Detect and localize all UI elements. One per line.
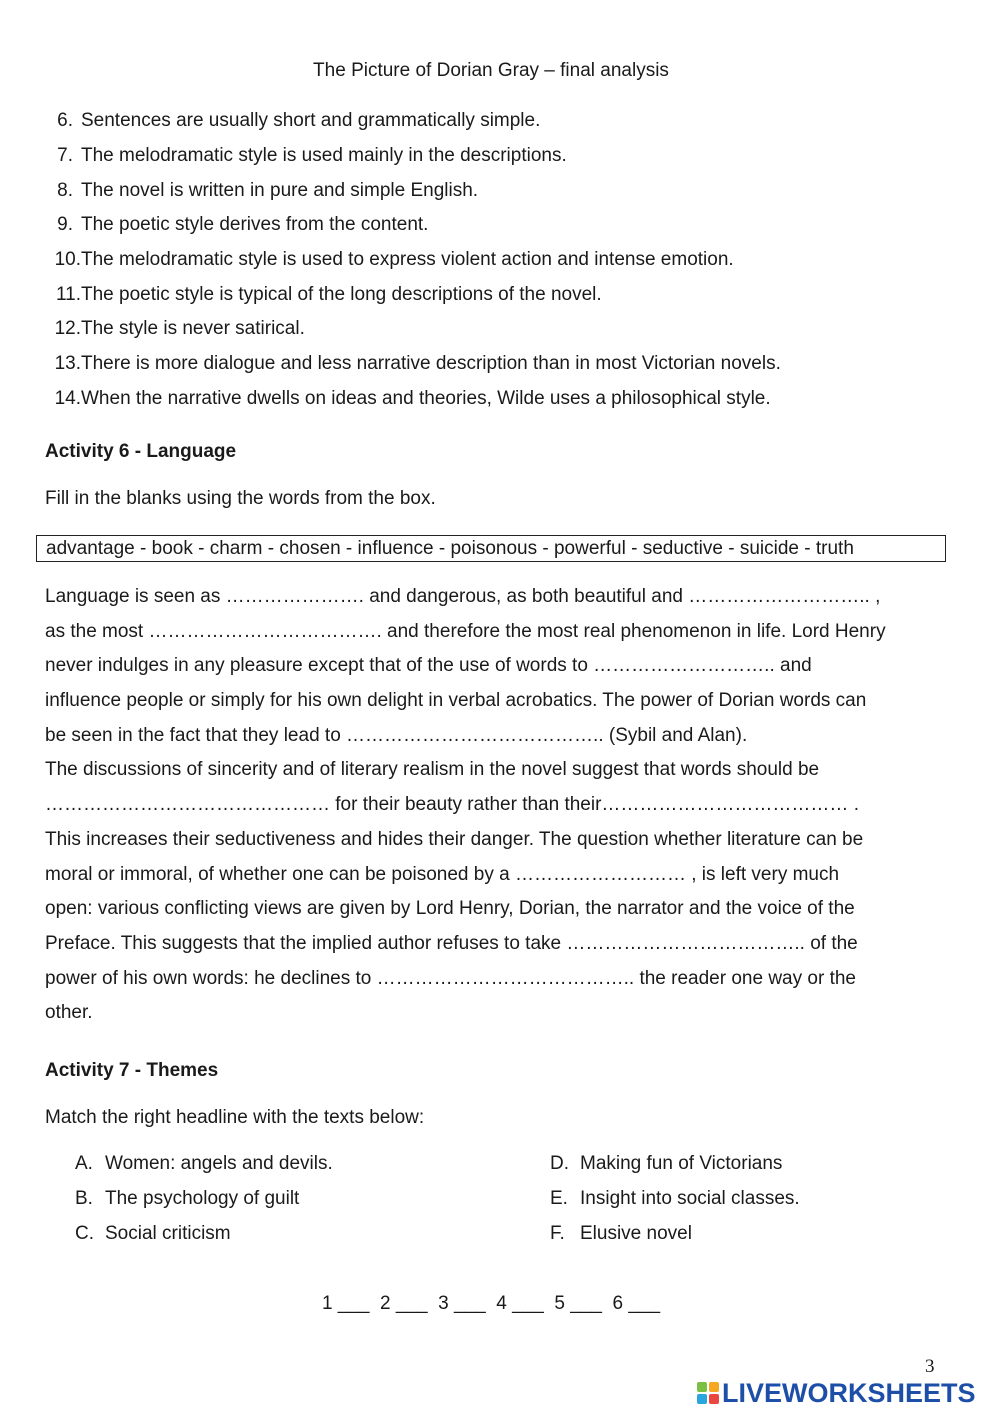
fill-in-paragraph — [45, 580, 965, 1031]
paragraph-line: moral or immoral, of whether one can be poisoned by a ……………………… , is left very much — [45, 863, 840, 885]
paragraph-line: Preface. This suggests that the implied author refuses to take ……………………………….. of the — [45, 932, 858, 954]
logo-icon — [697, 1382, 719, 1404]
item-number: 12. — [54, 318, 81, 340]
activity7-instruction: Match the right headline with the texts below: — [45, 1107, 425, 1128]
list-item — [45, 312, 975, 347]
item-text: The style is never satirical. — [81, 318, 305, 340]
item-text: Sentences are usually short and grammatically simple. — [81, 110, 541, 132]
paragraph-line: never indulges in any pleasure except that of the use of words to ……………………….. and — [45, 655, 812, 677]
item-number: 7. — [57, 145, 73, 167]
option-d: D. Making fun of Victorians — [550, 1153, 783, 1174]
item-text: The novel is written in pure and simple English. — [81, 179, 479, 201]
item-text: The melodramatic style is used to express violent action and intense emotion. — [81, 249, 734, 271]
liveworksheets-logo — [697, 1378, 976, 1408]
answer-line[interactable]: 1 ___ 2 ___ 3 ___ 4 ___ 5 ___ 6 ___ — [321, 1293, 661, 1314]
activity6-instruction: Fill in the blanks using the words from the box. — [45, 488, 436, 509]
option-e: E. Insight into social classes. — [550, 1188, 800, 1209]
list-item — [45, 173, 975, 208]
item-number: 9. — [57, 214, 73, 236]
activity6-heading: Activity 6 - Language — [45, 441, 237, 462]
paragraph-line: other. — [45, 1002, 93, 1024]
page-number: 3 — [925, 1356, 935, 1377]
paragraph-line: influence people or simply for his own delight in verbal acrobatics. The power of Dorian words can — [45, 690, 867, 712]
item-number: 11. — [55, 283, 81, 305]
page-title: The Picture of Dorian Gray – final analysis — [313, 60, 669, 81]
option-b: B. The psychology of guilt — [75, 1188, 300, 1209]
item-text: There is more dialogue and less narrative description than in most Victorian novels. — [81, 353, 781, 375]
item-text: The poetic style is typical of the long descriptions of the novel. — [81, 283, 602, 305]
paragraph-line: This increases their seductiveness and hides their danger. The question whether literature can be — [45, 828, 864, 850]
item-text: The poetic style derives from the content. — [81, 214, 429, 236]
paragraph-line: The discussions of sincerity and of literary realism in the novel suggest that words should be — [45, 759, 820, 781]
list-item — [45, 243, 975, 278]
logo-text: LIVEWORKSHEETS — [722, 1377, 976, 1408]
list-item — [45, 277, 975, 312]
item-number: 13. — [54, 353, 81, 375]
paragraph-line: power of his own words: he declines to ………………………………….. the reader one way or the — [45, 967, 856, 989]
item-number: 10. — [54, 249, 81, 271]
option-a: A. Women: angels and devils. — [75, 1153, 333, 1174]
option-c: C. Social criticism — [75, 1223, 231, 1244]
item-number: 14. — [54, 387, 81, 409]
paragraph-line: be seen in the fact that they lead to ………………………………….. (Sybil and Alan). — [45, 724, 748, 746]
list-item — [45, 208, 975, 243]
paragraph-line: ……………………………………… for their beauty rather than their………………………………… . — [45, 794, 859, 816]
list-item — [45, 347, 975, 382]
activity7-heading: Activity 7 - Themes — [45, 1060, 219, 1081]
list-item — [45, 382, 975, 417]
list-item — [45, 104, 975, 139]
item-number: 8. — [57, 179, 73, 201]
word-box: advantage - book - charm - chosen - influence - poisonous - powerful - seductive - suicide - truth — [36, 535, 946, 562]
option-f: F. Elusive novel — [550, 1223, 692, 1244]
paragraph-line: as the most ………………………………. and therefore the most real phenomenon in life. Lord Henry — [45, 620, 886, 642]
item-number: 6. — [57, 110, 73, 132]
list-item — [45, 139, 975, 174]
item-text: When the narrative dwells on ideas and theories, Wilde uses a philosophical style. — [81, 387, 771, 409]
item-text: The melodramatic style is used mainly in the descriptions. — [81, 145, 567, 167]
paragraph-line: open: various conflicting views are given by Lord Henry, Dorian, the narrator and the voice of the — [45, 898, 855, 920]
statement-list — [45, 104, 975, 416]
paragraph-line: Language is seen as …………………. and dangerous, as both beautiful and ……………………….. , — [45, 586, 881, 607]
